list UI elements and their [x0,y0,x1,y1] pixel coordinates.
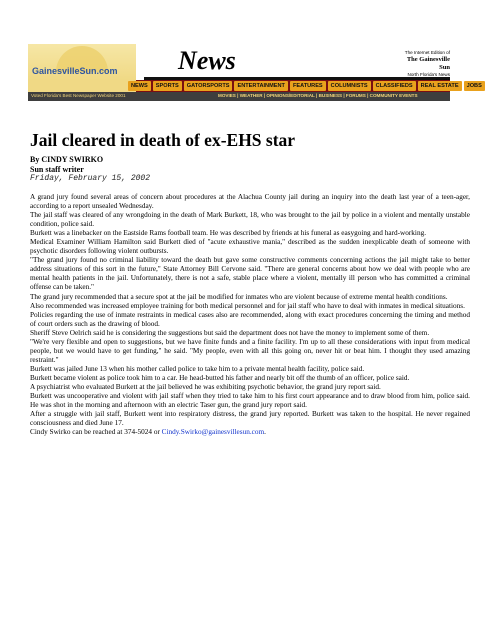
edition-line2: North Florida's News [407,72,450,77]
paragraph: Also recommended was increased employee training for both medical personnel and for jail staff who have to deal with inmates in medical situations. [30,301,465,310]
paragraph: A psychiatrist who evaluated Burkett at the jail believed he was exhibiting psychotic behavior, the grand jury report said. [30,382,381,391]
contact-prefix: Cindy Swirko can be reached at 374-5024 or [30,428,162,437]
tagline: Voted Florida's Best Newspaper Website 2001 [31,93,126,98]
sub-nav-links[interactable]: MOVIES | WEATHER | OPINIONS/EDITORIAL | BUSINESS | FORUMS | COMMUNITY EVENTS [218,93,418,98]
site-header [28,44,482,101]
nav-tab-jobs[interactable]: JOBS [464,81,485,91]
masthead [28,44,450,80]
article-body [30,193,470,437]
site-name: GainesvilleSun.com [32,66,118,76]
paragraph: The grand jury recommended that a secure spot at the jail be modified for inmates who are violent because of extreme mental health conditions. [30,292,448,301]
paragraph: Burkett was a linebacker on the Eastside Rams football team. He was described by friends at his funeral as easygoing and hard-working. [30,229,427,238]
paragraph: Burkett became violent as police took him to a car. He head-butted his father and nearly bit off the thumb of an officer, police said. [30,373,410,382]
byline-role: Sun staff writer [30,164,84,174]
paragraph: After a struggle with jail staff, Burkett went into respiratory distress, the grand jury reported. Burkett was taken to the hospital. He never regained consciousness and died June 17. [30,410,470,428]
contact-line [30,428,470,437]
nav-tab-classifieds[interactable]: CLASSIFIEDS [373,81,416,91]
byline: By CINDY SWIRKO [30,155,104,164]
paragraph: The jail staff was cleared of any wrongdoing in the death of Mark Burkett, 18, who was brought to the jail by police in a violent and mentally unstable condition, police said. [30,211,470,229]
nav-tab-gatorsports[interactable]: GATORSPORTS [184,81,233,91]
sun-logo[interactable] [28,44,136,80]
paragraph: A grand jury found several areas of concern about procedures at the Alachua County jail during an inquiry into the death last year of a teen-ager, according to a report unsealed Wednesday. [30,193,470,211]
article-headline: Jail cleared in death of ex-EHS star [30,130,296,150]
nav-tab-entertainment[interactable]: ENTERTAINMENT [234,81,287,91]
nav-tab-features[interactable]: FEATURES [290,81,326,91]
email-link[interactable]: Cindy.Swirko@gainesvillesun.com [161,428,265,437]
nav-tabs [128,81,485,91]
paragraph: Burkett was uncooperative and violent with jail staff when they tried to take him to his first court appearance and to draw blood from him, police said. He was shot in the morning and afternoon with an electric Taser gun, the grand jury report said. [30,392,470,410]
paragraph: Policies regarding the use of inmate restraints in medical cases also are recommended, along with exact procedures concerning the timing and method of court orders such as the drawing of blood. [30,310,470,328]
nav-tab-columnists[interactable]: COLUMNISTS [328,81,371,91]
nav-home [28,80,136,92]
paragraph: Burkett was jailed June 13 when his mother called police to take him to a private mental health facility, police said. [30,364,365,373]
edition-note [398,50,450,84]
paragraph: "We're very flexible and open to suggestions, but we have finite funds and a finite facility. I'm up to all these considerations with input from medical people, but we would have to get funding," he said. "My people, even with all this going on, never hit or beat him. I thought they used amazing restraint." [30,337,470,364]
article [30,130,470,437]
nav-tab-real-estate[interactable]: REAL ESTATE [418,81,462,91]
paragraph: Medical Examiner William Hamilton said Burkett died of "acute exhaustive mania," described as the sudden inexplicable death of someone with psychotic disorders following violent outbursts. [30,238,470,256]
contact-suffix: . [264,428,266,437]
nav-tab-sports[interactable]: SPORTS [153,81,182,91]
edition-line1: The Internet Edition of [404,50,450,55]
paragraph: Sheriff Steve Oelrich said he is considering the suggestions but said the department does not have the money to implement some of them. [30,328,430,337]
nav-tab-news[interactable]: NEWS [128,81,151,91]
edition-paper: The Gainesville Sun [406,56,450,71]
paragraph: "The grand jury found no criminal liability toward the death but gave some constructive comments concerning actions the jail might take to better address situations of this sort in the future," State Attorney Bill Cervone said. "There are general concerns about how we deal with people who are mental health patients in the jail. Unfortunately, there is not a safe, stable place where a violent, mentally ill person who has committed a criminal offense can be taken." [30,256,470,292]
sub-nav-bar [28,92,450,101]
section-title: News [178,46,236,75]
article-date: Friday, February 15, 2002 [30,174,151,183]
